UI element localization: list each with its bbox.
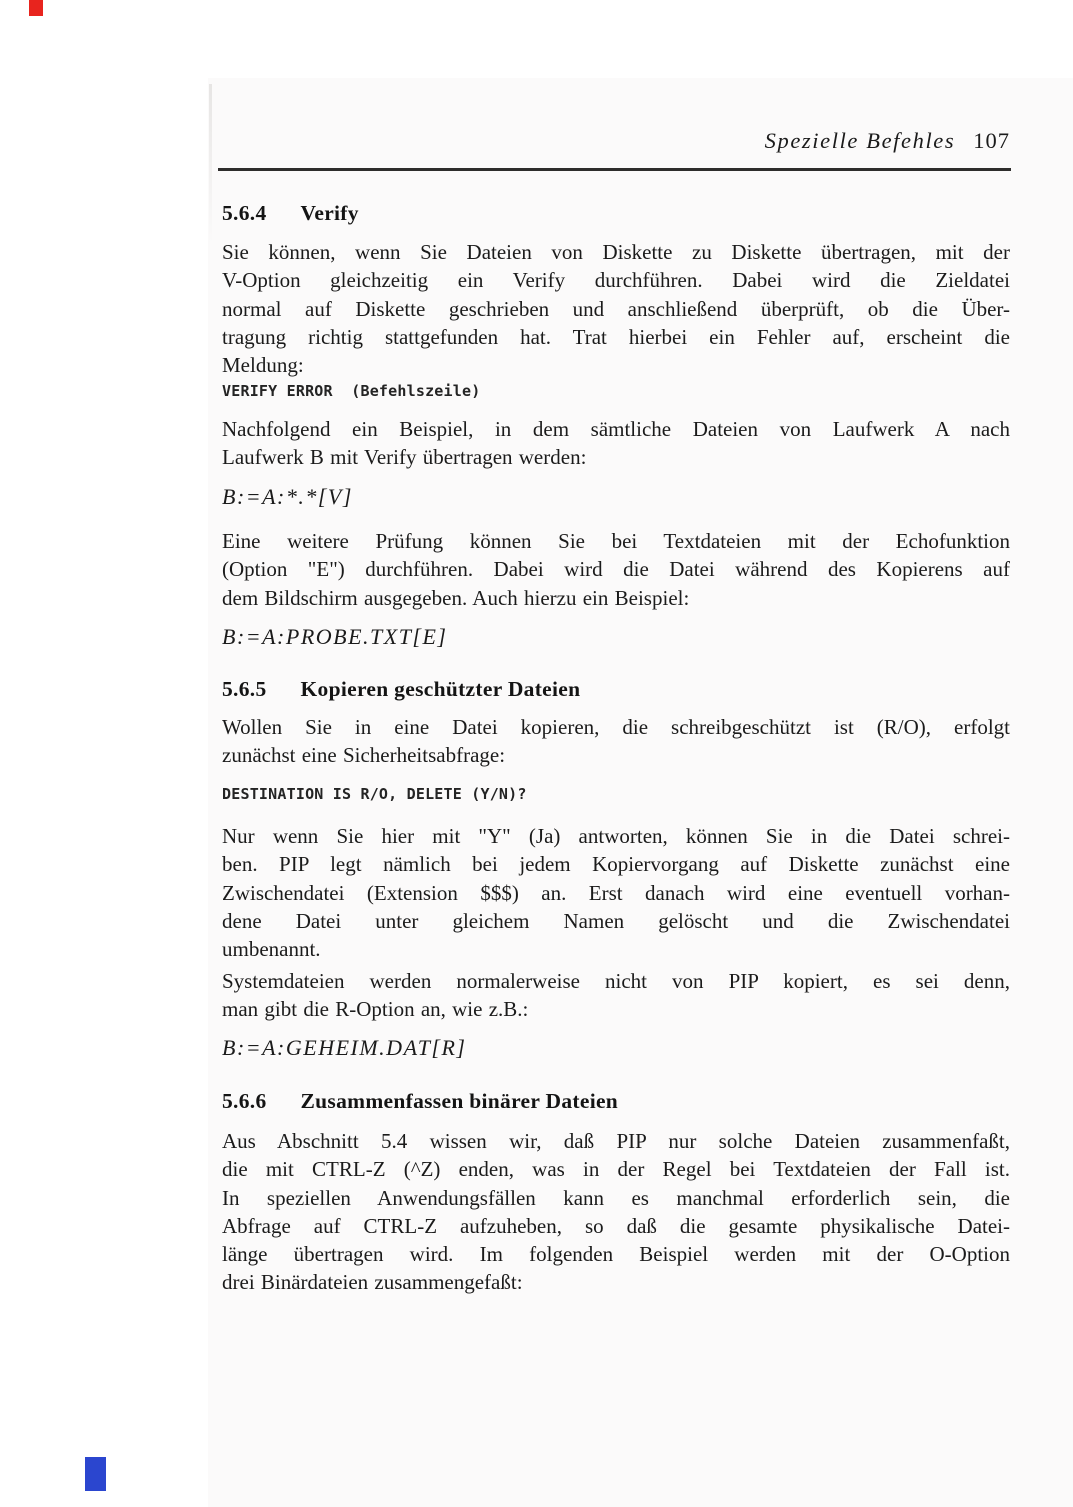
paragraph-line: In speziellen Anwendungsfällen kann es manchmal erforderlich sein, die [222,1185,1010,1210]
paragraph-line: (Option "E") durchführen. Dabei wird die Datei während des Kopierens auf [222,557,1010,582]
paragraph-line: drei Binärdateien zusammengefaßt: [222,1270,523,1295]
paragraph-line: V-Option gleichzeitig ein Verify durchführen. Dabei wird die Zieldatei [222,268,1010,293]
paragraph-protected-intro [222,713,1010,770]
paragraph-line: dene Datei unter gleichem Namen gelöscht und die Zwischendatei [222,908,1010,933]
paragraph-line: Abfrage auf CTRL-Z aufzuheben, so daß die gesamte physikalische Datei- [222,1213,1010,1238]
paragraph-verify-example [222,415,1010,472]
section-heading-565 [222,675,1010,703]
paragraph-line: dem Bildschirm ausgegeben. Auch hierzu ein Beispiel: [222,585,690,610]
paragraph-line: Nur wenn Sie hier mit "Y" (Ja) antworten, können Sie in die Datei schrei- [222,824,1010,848]
code-line-verify-error: VERIFY ERROR (Befehlszeile) [222,382,481,400]
paragraph-line: Systemdateien werden normalerweise nicht von PIP kopiert, es sei denn, [222,969,1010,993]
paragraph-line: die mit CTRL-Z (^Z) enden, was in der Regel bei Textdateien der Fall ist. [222,1157,1010,1182]
paragraph-line: Aus Abschnitt 5.4 wissen wir, daß PIP nur solche Dateien zusammenfaßt, [222,1129,1010,1153]
page-number: 107 [973,128,1010,153]
command-line-verify: B:=A:*.*[V] [222,484,353,509]
section-number: 5.6.5 [222,677,267,701]
paragraph-line: zunächst eine Sicherheitsabfrage: [222,743,506,768]
paragraph-line: umbenannt. [222,937,321,962]
section-heading-566 [222,1087,1010,1115]
paragraph-line: Eine weitere Prüfung können Sie bei Textdateien mit der Echofunktion [222,529,1010,553]
paragraph-line: Wollen Sie in eine Datei kopieren, die schreibgeschützt ist (R/O), erfolgt [222,715,1010,739]
paragraph-line: Zwischendatei (Extension $$$) an. Erst danach wird eine eventuell vorhan- [222,880,1010,905]
section-number: 5.6.6 [222,1089,267,1113]
paragraph-echo [222,527,1010,612]
section-number: 5.6.4 [222,201,267,225]
code-line-destination: DESTINATION IS R/O, DELETE (Y/N)? [222,785,527,803]
paragraph-line: man gibt die R-Option an, wie z.B.: [222,997,529,1022]
header-rule [218,168,1011,171]
paragraph-line: länge übertragen wird. Im folgenden Beispiel werden mit der O-Option [222,1242,1010,1267]
command-line-echo: B:=A:PROBE.TXT[E] [222,624,448,649]
command-line-system: B:=A:GEHEIM.DAT[R] [222,1035,467,1060]
running-header [222,127,1010,155]
running-header-title: Spezielle Befehles [764,128,956,153]
paragraph-destination-explain [222,822,1010,963]
section-title: Zusammenfassen binärer Dateien [300,1089,619,1113]
paragraph-line: Nachfolgend ein Beispiel, in dem sämtliche Dateien von Laufwerk A nach [222,417,1010,441]
paragraph-systemfiles [222,967,1010,1024]
paragraph-line: ben. PIP legt nämlich bei jedem Kopiervorgang auf Diskette zunächst eine [222,852,1010,877]
page-edge-shadow [209,84,212,244]
section-title: Kopieren geschützter Dateien [300,677,581,701]
scan-color-mark-red [29,0,43,16]
paragraph-binary-merge [222,1127,1010,1297]
paragraph-verify-intro [222,238,1010,379]
paragraph-line: Sie können, wenn Sie Dateien von Diskette zu Diskette übertragen, mit der [222,240,1010,264]
section-title: Verify [300,201,359,225]
paragraph-line: tragung richtig stattgefunden hat. Trat hierbei ein Fehler auf, erscheint die [222,324,1010,349]
scan-color-mark-blue [85,1457,106,1491]
paragraph-line: normal auf Diskette geschrieben und anschließend überprüft, ob die Über- [222,296,1010,321]
paragraph-line: Laufwerk B mit Verify übertragen werden: [222,445,587,470]
section-heading-564 [222,199,1010,227]
paragraph-line: Meldung: [222,353,304,378]
